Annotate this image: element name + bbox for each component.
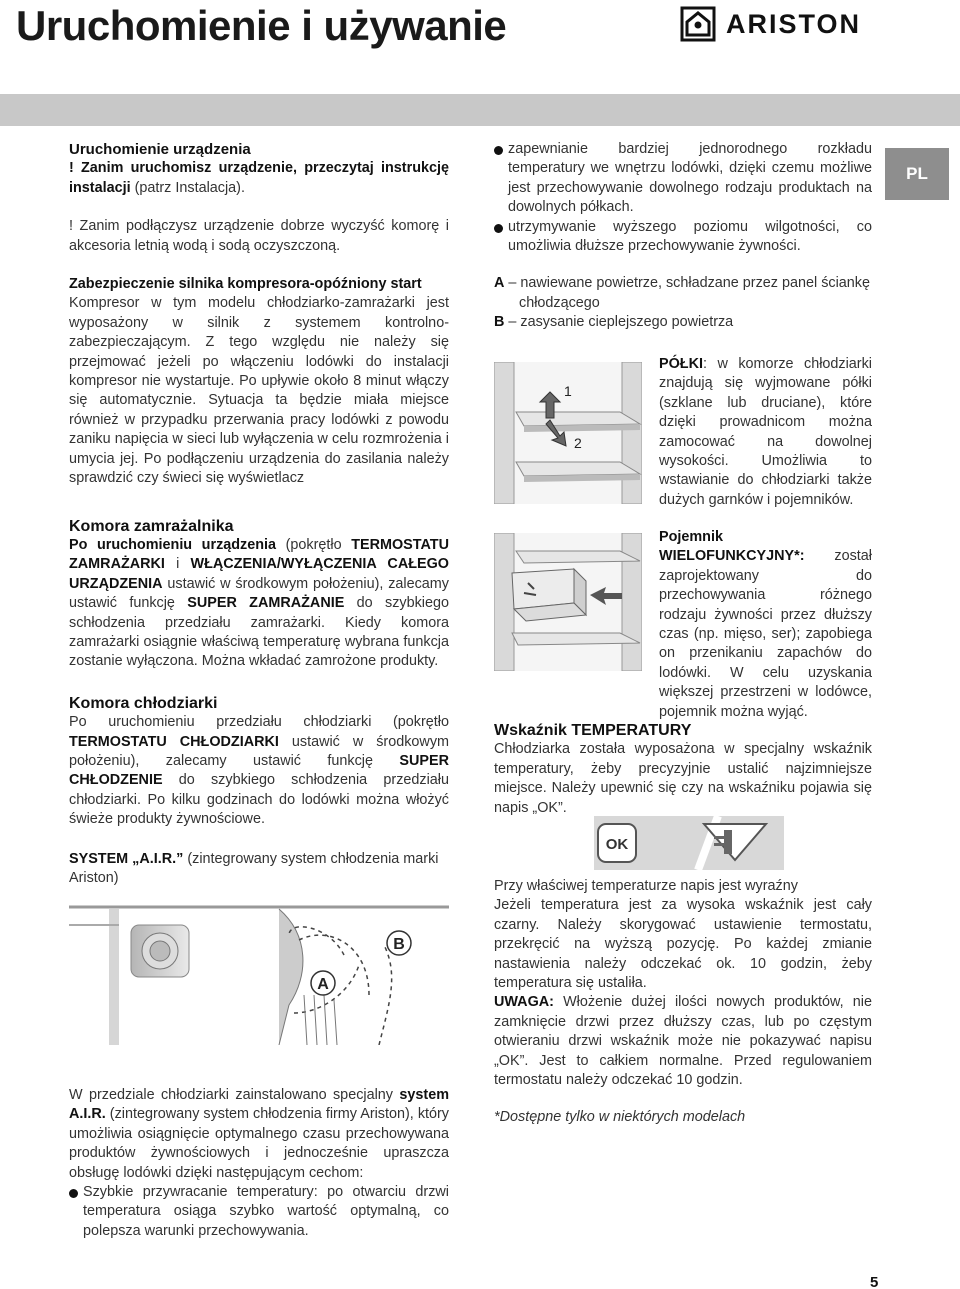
right-column-top [494,140,872,333]
page-number: 5 [870,1274,879,1289]
multi-container-text [659,528,872,722]
shelf-label-1: 1 [564,383,572,399]
house-logo-icon [680,6,716,42]
section-title-temperature: Wskaźnik TEMPERATURY [494,722,692,739]
air-system-body: W przedziale chłodziarki zainstalowano specjalny system A.I.R. (zintegrowany system chłodzenia firmy Ariston), który umożliwia osiągnięcie optymalnego czasu przechowywana produktów żywnościowych i jednocześnie upraszcza obsługę lodówki dzięki następującym cechom: [69,1087,449,1181]
temperature-note: UWAGA: Włożenie dużej ilości nowych produktów, nie zamknięcie drzwi przez dłuższy czas, lub po częstym otwieraniu drzwi wskaźnik może nie pokazywać napisu „OK”. Jest to całkiem normalne. Przed regulowaniem termostatu należy odczekać 10 godzin. [494,994,872,1089]
start-warning-1: ! Zanim uruchomisz urządzenie, przeczytaj instrukcję instalacji (patrz Instalacja). [69,160,449,196]
air-system-description [69,1086,449,1241]
section-title-fridge: Komora chłodziarki [69,694,218,712]
air-feature-bullet-1: Szybkie przywracanie temperatury: po otwarciu drzwi temperatura osiąga szybko wartość optymalną, co polepsza warunki przechowywania. [69,1183,449,1241]
shelves-text [659,355,872,510]
multi-container-illustration [494,533,642,671]
header-bar [0,94,960,126]
multi-container-body: Pojemnik WIELOFUNKCYJNY*: został zaprojektowany do przechowywania różnego rodzaju żywności przez dłuższy czas (np. mięso, ser); zapobiega on przenikaniu zapachów do lodówki. W celu uzyskania większej przestrzeni w lodówce, pojemnik można wyjąć. [659,529,872,720]
brand-name: ARISTON [726,8,862,39]
temperature-details [494,877,872,1128]
language-tab: PL [885,148,949,200]
temperature-intro: Chłodziarka została wyposażona w specjalny wskaźnik temperatury, żeby precyzyjnie ustalić najzimniejsze miejsce. Należy upewnić się czy na wskaźniku pojawia się napis „OK”. [494,741,872,816]
temperature-high-text: Jeżeli temperatura jest za wysoka wskaźnik jest cały czarny. Należy skorygować ustawienie termostatu, przekręcić na wyższą pozycję. Po każdej zmianie nastawienia należy odczekać ok. 10 godzin, żeby temperatura się ustaliła. [494,897,872,992]
shelves-illustration [494,362,642,504]
temperature-section [494,721,872,818]
temperature-ok-text: Przy właściwej temperaturze napis jest wyraźny [494,878,798,894]
section-title-delay: Zabezpieczenie silnika kompresora-opóźniony start [69,276,422,293]
legend-a: A – nawiewane powietrze, schładzane przez panel ściankę chłodzącego [494,275,870,311]
fridge-body: Po uruchomieniu przedziału chłodziarki (pokrętło TERMOSTATU CHŁODZIARKI ustawić w środkowym położeniu), zalecamy ustawić funkcję SUPER CHŁODZENIE do szybkiego schłodzenia przedziału chłodziarki. Po kilku godzinach do lodówki można włożyć świeże produkty żywnościowe. [69,714,449,828]
temperature-indicator-illustration [594,816,784,870]
shelf-label-2: 2 [574,435,582,451]
footnote: *Dostępne tylko w niektórych modelach [494,1109,746,1126]
air-system-illustration [69,895,449,1045]
air-label-a: A [317,976,329,993]
brand-logo [680,6,861,42]
section-title-start: Uruchomienie urządzenia [69,141,251,158]
freezer-body: Po uruchomieniu urządzenia (pokrętło TERMOSTATU ZAMRAŻARKI i WŁĄCZENIA/WYŁĄCZENIA CAŁEGO URZĄDZENIA ustawić w środkowym położeniu), zalecamy ustawić funkcję SUPER ZAMRAŻANIE do szybkiego schłodzenia przedziału zamrażarki. Kiedy komora zamrażarki osiągnie właściwą temperaturę wybrana funkcja zostanie wyłączona. Można wkładać zamrożone produkty. [69,536,449,670]
ok-indicator-label: OK [605,836,629,853]
air-feature-bullet-2: zapewnianie bardziej jednorodnego rozkładu temperatury we wnętrzu lodówki, dzięki czemu możliwe jest przechowywanie dowolnego rodzaju produktach na dowolnych półkach. [494,140,872,218]
delay-body: Kompresor w tym modelu chłodziarko-zamrażarki jest wyposażony w silnik z systemem kontrolno-zabezpieczającym. Z tego względu nie należy się przejmować jeżeli po włączeniu lodówki do instalacji kompresor nie wystartuje. Po upływie około 8 minut włączy się automatycznie. Sytuacja ta będzie miała miejsce również w przypadku przerwania pracy lodówki z powodu zaniku napięcia w sieci lub wyłączenia w celu rozmrożenia i umycia jej. Po podłączeniu urządzenia do zasilania należy sprawdzić czy świeci się wyświetlacz [69,295,449,487]
air-feature-bullet-3: utrzymywanie wyższego poziomu wilgotności, co umożliwia dłuższe przechowywanie żywności. [494,218,872,257]
left-column [69,140,449,888]
start-warning-2: ! Zanim podłączysz urządzenie dobrze wyczyść komorę i akcesoria letnią wodą i sodą oczyszczoną. [69,218,449,254]
section-title-freezer: Komora zamrażalnika [69,517,234,535]
legend-b: B – zasysanie cieplejszego powietrza [494,314,734,331]
air-label-b: B [393,936,405,953]
page-title: Uruchomienie i używanie [16,2,507,49]
shelves-body: PÓŁKI: w komorze chłodziarki znajdują się wyjmowane półki (szklane lub druciane), które dzięki prowadnicom można zamocować na dowolnej wysokości. Umożliwia to wstawianie do chłodziarki także dużych garnków i pojemników. [659,356,872,508]
air-system-title: SYSTEM „A.I.R.” (zintegrowany system chłodzenia marki Ariston) [69,850,439,886]
